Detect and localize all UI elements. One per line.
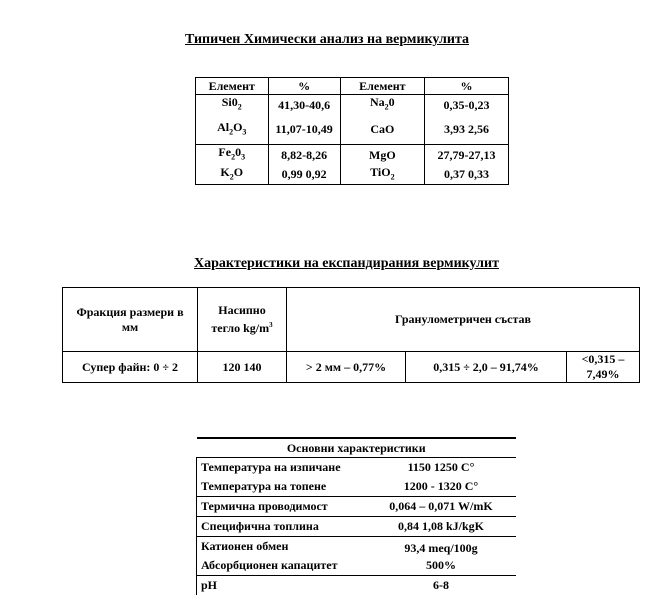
value-cell: 11,07-10,49 [268, 114, 340, 145]
table-header-row [63, 288, 640, 352]
header-cell: Насипно тегло $kg/m^3$ [198, 288, 287, 352]
element-cell: CaO [340, 114, 424, 145]
label-cell: pH [197, 576, 367, 596]
value-cell: 0,37 0,33 [424, 165, 508, 185]
value-cell: 0,064 – 0,071 W/mK [366, 497, 516, 517]
value-cell: 8,82-8,26 [268, 145, 340, 165]
value-cell: 0,84 1,08 kJ/kgK [366, 517, 516, 537]
value-cell: 93,4 meq/100g [404, 541, 478, 555]
header-cell: Гранулометричен състав [287, 288, 640, 352]
value-cell: 0,35-0,23 [424, 95, 508, 115]
label-cell: Специфична топлина [197, 517, 367, 537]
header-cell: % [424, 78, 508, 95]
value-cell: 6-8 [433, 578, 449, 592]
title-chemical-analysis: Типичен Химически анализ на вермикулита [185, 32, 470, 47]
table-row [196, 145, 509, 165]
element-cell: $K_2O$ [196, 165, 269, 185]
label-cell: Катионен обмен [197, 537, 367, 557]
element-cell: $Al_2O_3$ [196, 114, 269, 145]
element-cell: $Fe_20_3$ [196, 145, 269, 165]
value-cell: 1200 - 1320 C° [366, 477, 516, 497]
table-row [197, 537, 517, 557]
value-cell: 27,79-27,13 [424, 145, 508, 165]
chemical-analysis-table [195, 77, 509, 185]
element-cell: MgO [340, 145, 424, 165]
label-cell: Температура на топене [197, 477, 367, 497]
data-cell: > 2 мм – 0,77% [287, 352, 406, 383]
table-row [197, 556, 517, 576]
table-row [197, 497, 517, 517]
header-cell: % [268, 78, 340, 95]
basic-characteristics-table [196, 437, 516, 595]
expanded-characteristics-table [62, 287, 640, 383]
table-row [197, 458, 517, 478]
label-cell: Температура на изпичане [197, 458, 367, 478]
table-header-row [196, 78, 509, 95]
table-row [196, 165, 509, 185]
element-cell: TiO$_2$ [340, 165, 424, 185]
header-cell: Фракция размери в мм [63, 288, 198, 352]
value-cell: 41,30-40,6 [268, 95, 340, 115]
element-cell: $Na_20$ [340, 95, 424, 115]
header-cell: Елемент [340, 78, 424, 95]
table-row [196, 114, 509, 145]
value-cell: 1150 1250 C° [407, 460, 475, 474]
data-cell: <0,315 – 7,49% [567, 352, 640, 383]
element-cell: $Si0_2$ [196, 95, 269, 115]
value-cell: 500% [366, 556, 516, 576]
data-cell: 0,315 ÷ 2,0 – 91,74% [406, 352, 567, 383]
value-cell: 0,99 0,92 [268, 165, 340, 185]
table-row [197, 517, 517, 537]
header-cell: Основни характеристики [197, 438, 517, 458]
table-row [197, 477, 517, 497]
data-cell: Супер файн: 0 ÷ 2 [63, 352, 198, 383]
header-cell: Елемент [196, 78, 269, 95]
label-cell: Абсорбционен капацитет [197, 556, 367, 576]
value-cell: 3,93 2,56 [424, 114, 508, 145]
table-row [197, 576, 517, 596]
title-expanded-characteristics: Характеристики на експандирания вермикулит [194, 256, 499, 271]
label-cell: Термична проводимост [197, 497, 367, 517]
table-row [196, 95, 509, 115]
table-row [63, 352, 640, 383]
table-header-row [197, 438, 517, 458]
data-cell: 120 140 [198, 352, 287, 383]
